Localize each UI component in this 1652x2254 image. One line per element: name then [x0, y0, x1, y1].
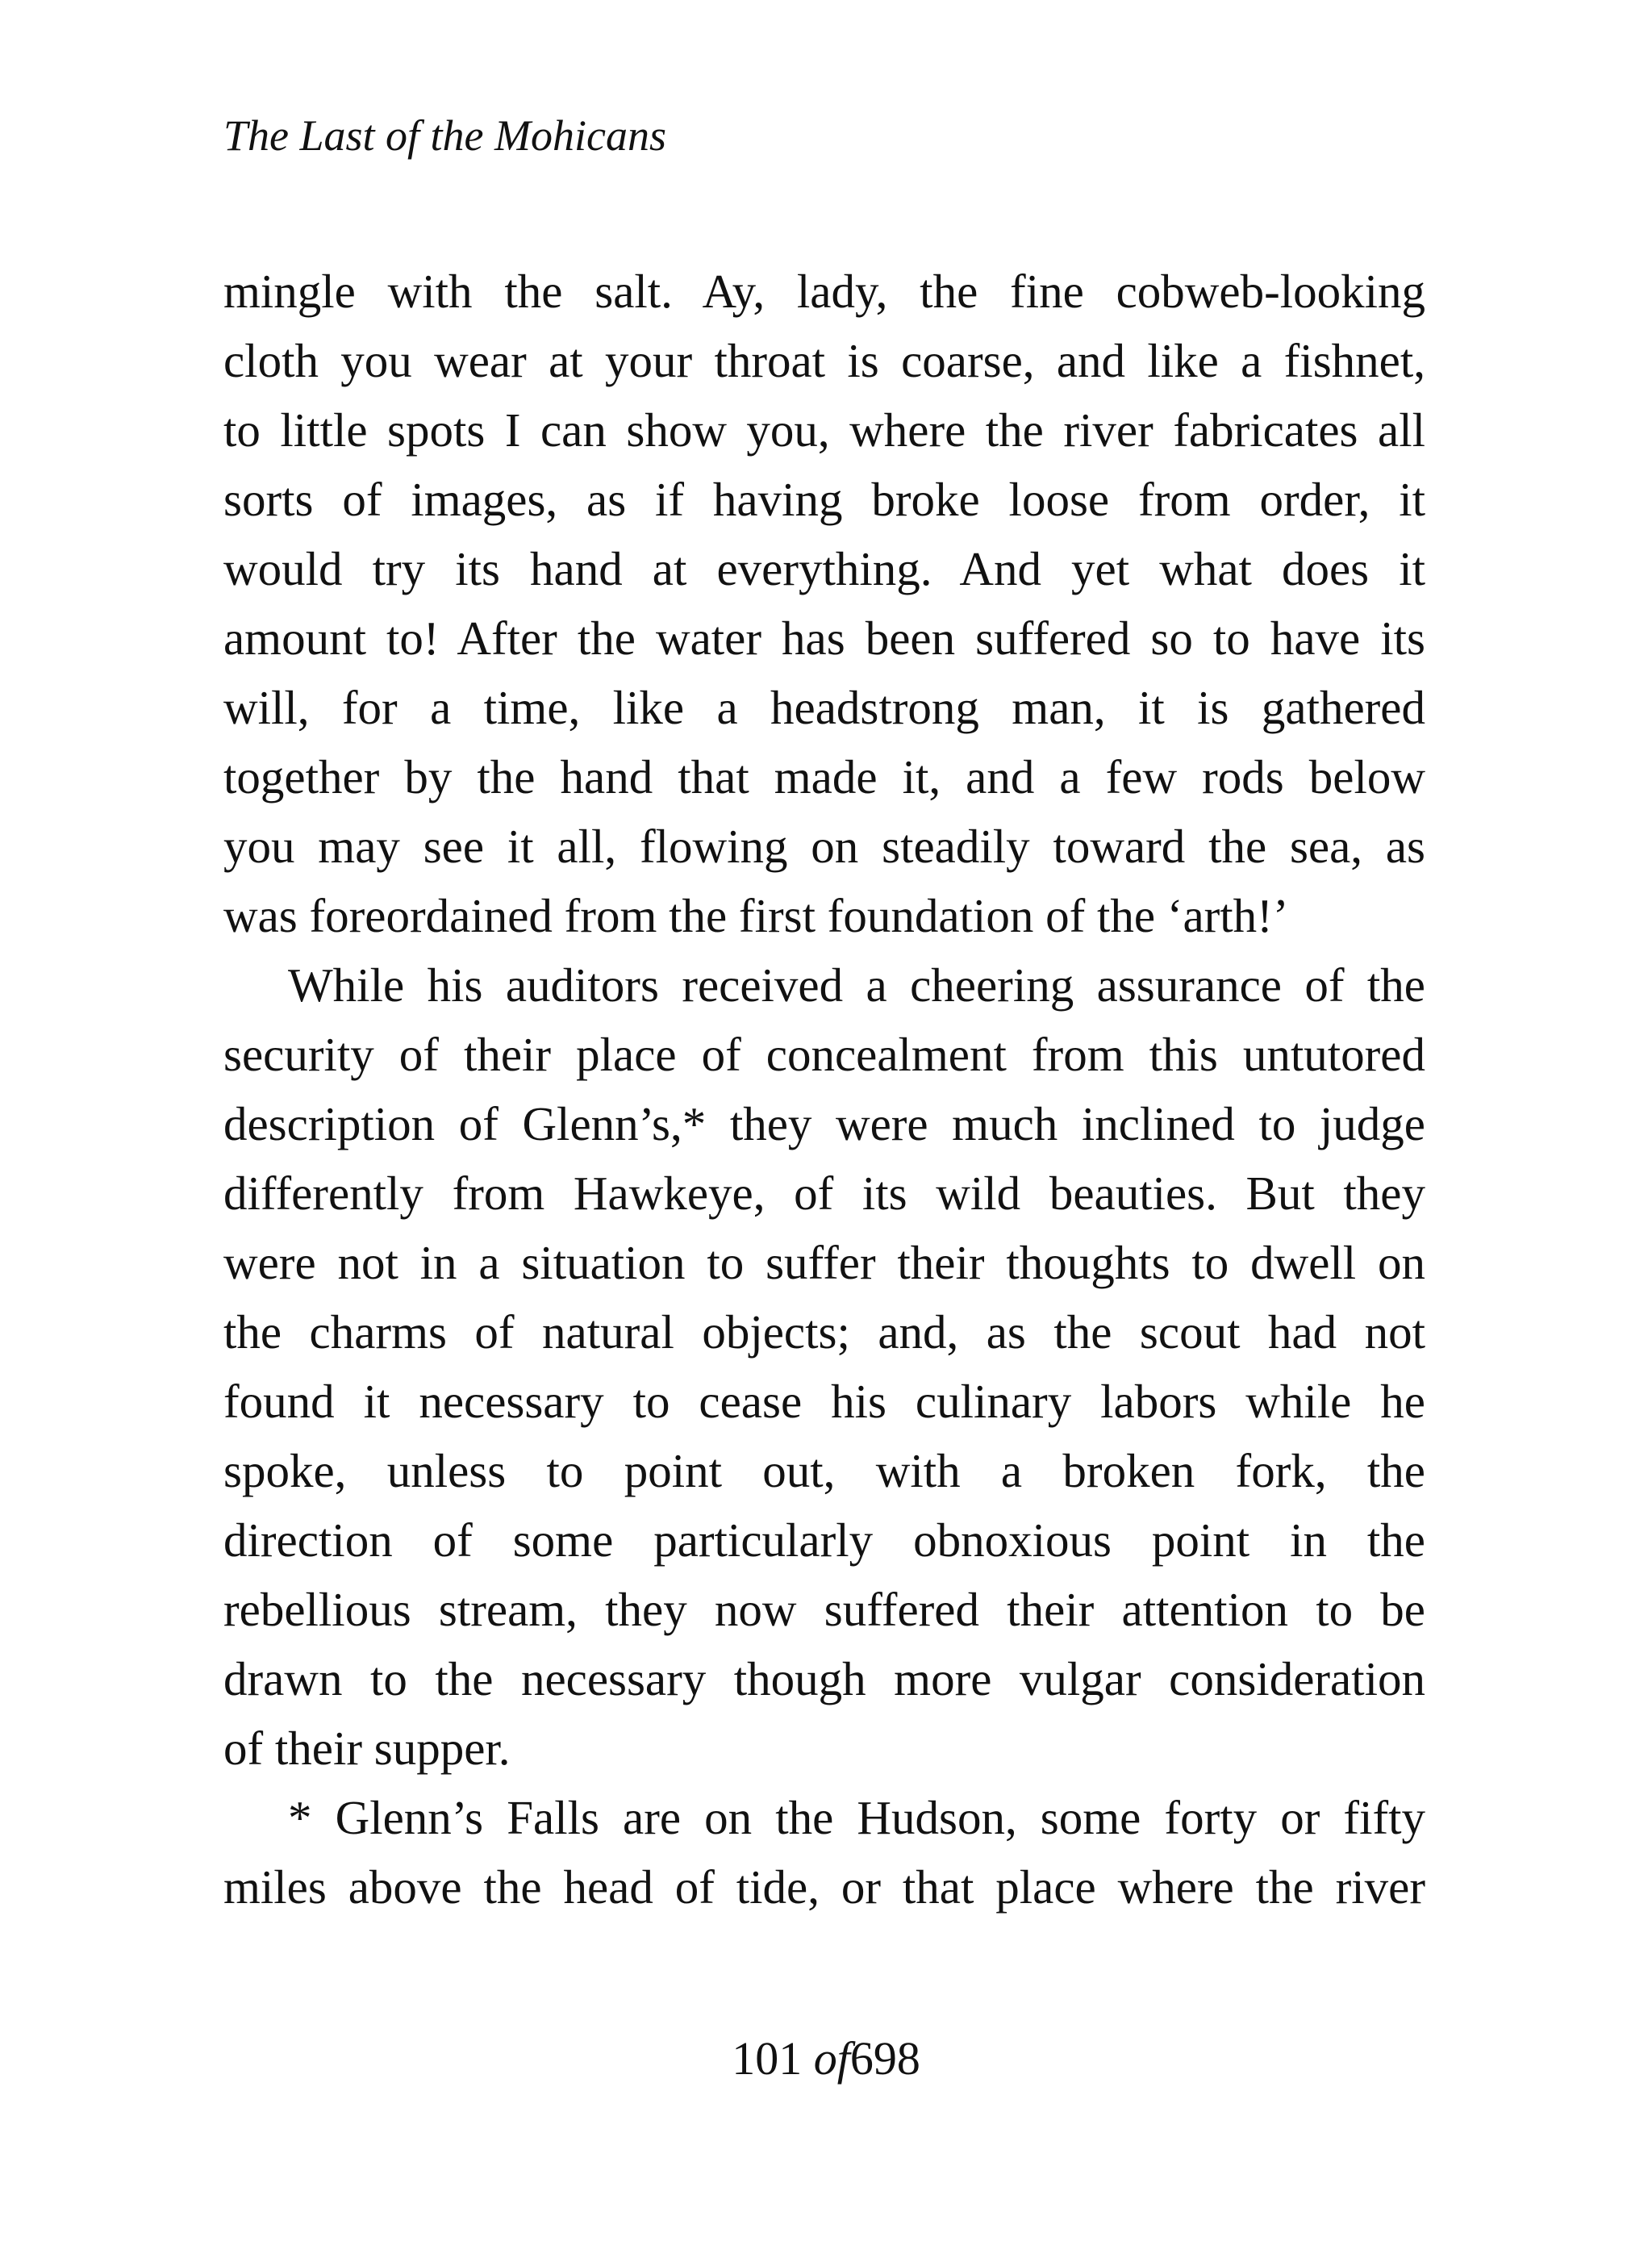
text-line: will, for a time, like a headstrong man, it is gathered: [223, 681, 1425, 734]
text-line: drawn to the necessary though more vulgar consideration: [223, 1652, 1425, 1705]
text-line: spoke, unless to point out, with a broken fork, the: [223, 1444, 1425, 1497]
of-label: of: [813, 2032, 850, 2085]
page-number: [0, 2027, 1652, 2091]
text-line: security of their place of concealment from this untutored: [223, 1028, 1425, 1081]
text-line: description of Glenn’s,* they were much inclined to judge: [223, 1097, 1425, 1150]
text-line: would try its hand at everything. And yet what does it: [223, 542, 1425, 595]
current-page: 101: [732, 2032, 803, 2085]
text-line: cloth you wear at your throat is coarse, and like a fishnet,: [223, 334, 1425, 387]
total-pages: 698: [849, 2032, 920, 2085]
text-line: of their supper.: [223, 1722, 511, 1775]
text-line: mingle with the salt. Ay, lady, the fine cobweb-looking: [223, 265, 1425, 318]
running-title: The Last of the Mohicans: [223, 111, 666, 160]
text-line: was foreordained from the first foundation of the ‘arth!’: [223, 889, 1289, 942]
text-line: to little spots I can show you, where the river fabricates all: [223, 403, 1425, 457]
text-line: differently from Hawkeye, of its wild beauties. But they: [223, 1167, 1425, 1220]
text-line: While his auditors received a cheering assurance of the: [288, 958, 1425, 1012]
text-line: were not in a situation to suffer their thoughts to dwell on: [223, 1236, 1425, 1289]
footnote-line: * Glenn’s Falls are on the Hudson, some forty or fifty: [288, 1791, 1425, 1844]
text-line: together by the hand that made it, and a few rods below: [223, 750, 1425, 804]
paragraph: [223, 257, 1425, 950]
text-line: the charms of natural objects; and, as the scout had not: [223, 1305, 1425, 1359]
page-body: [223, 257, 1425, 1922]
text-line: sorts of images, as if having broke loose from order, it: [223, 473, 1425, 526]
text-line: amount to! After the water has been suffered so to have its: [223, 612, 1425, 665]
text-line: direction of some particularly obnoxious point in the: [223, 1513, 1425, 1567]
text-line: found it necessary to cease his culinary labors while he: [223, 1375, 1425, 1428]
text-line: you may see it all, flowing on steadily toward the sea, as: [223, 820, 1425, 873]
footnote: [223, 1783, 1425, 1922]
text-line: rebellious stream, they now suffered their attention to be: [223, 1583, 1425, 1636]
paragraph: [223, 950, 1425, 1783]
footnote-line: miles above the head of tide, or that place where the river: [223, 1860, 1425, 1914]
